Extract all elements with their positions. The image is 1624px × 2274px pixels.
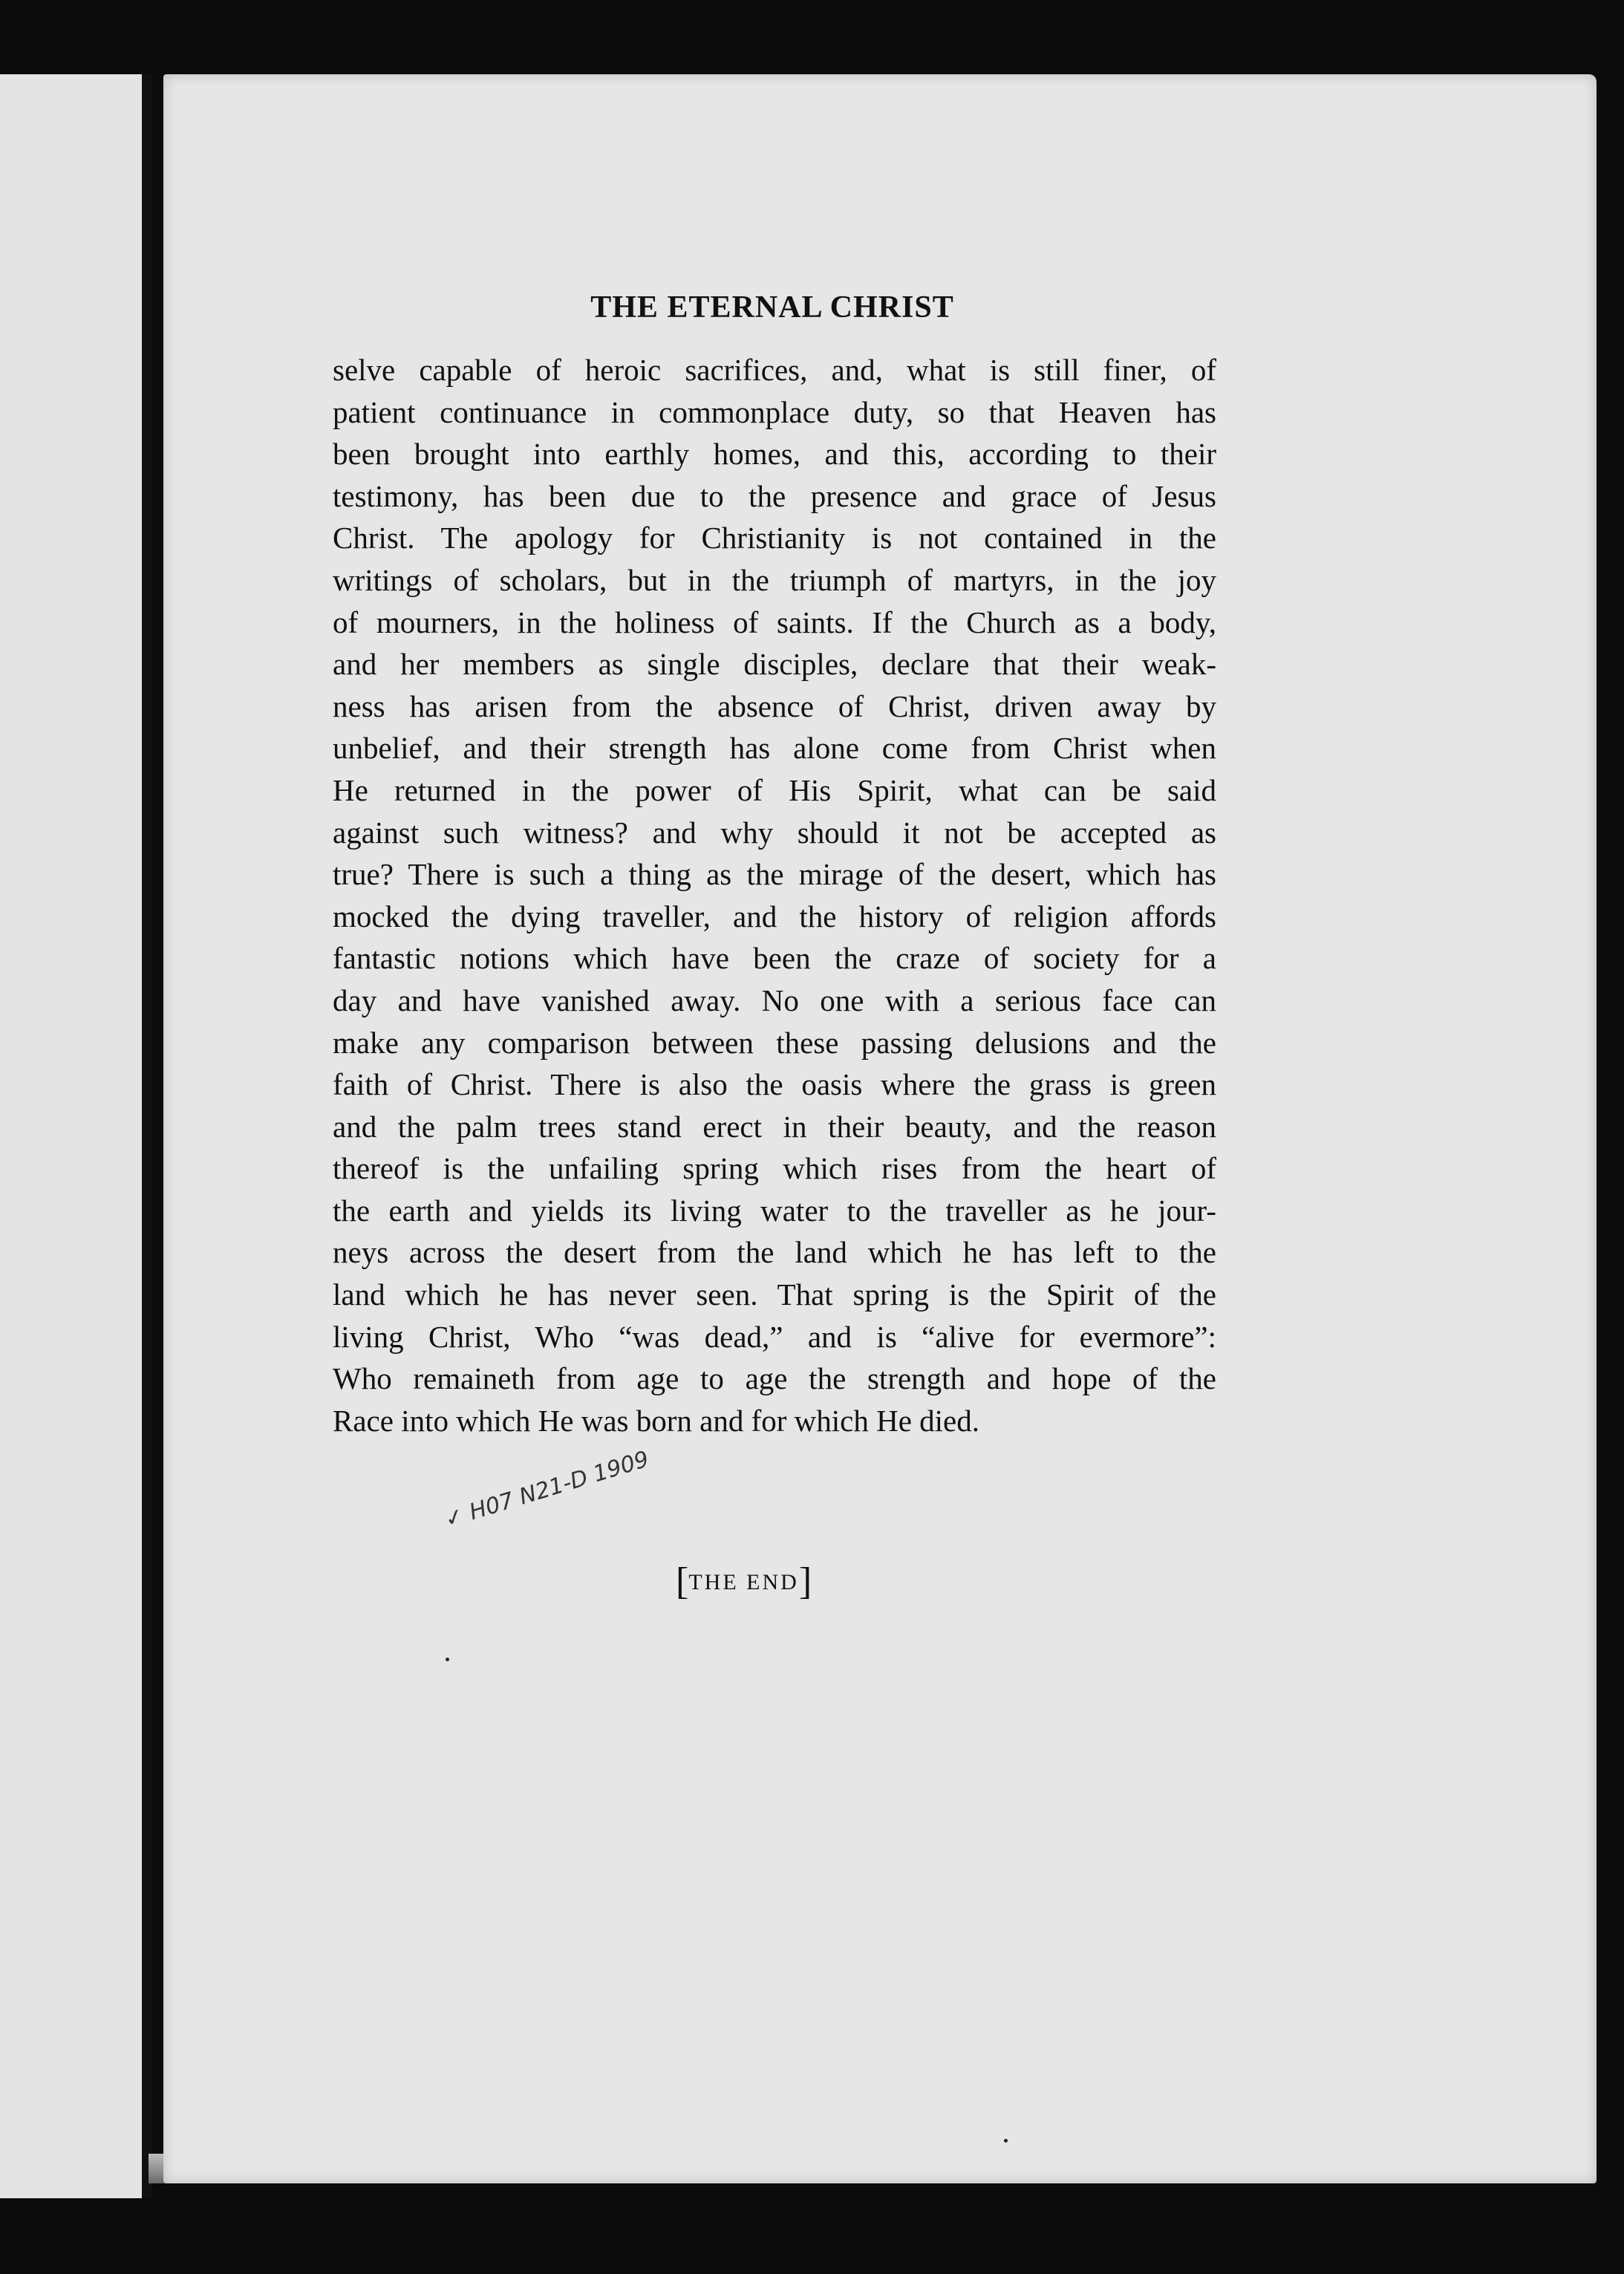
left-page-edge [0, 74, 152, 2198]
handwritten-note: ✓ H07 N21-D 1909 [441, 1446, 653, 1534]
text-line: Race into which He was born and for which He died. [333, 1403, 979, 1438]
text-line: selve capable of heroic sacrifices, and, what is still finer, of [333, 353, 1216, 387]
text-line: neys across the desert from the land which he has left to the [333, 1235, 1216, 1270]
text-line: writings of scholars, but in the triumph of martyrs, in the joy [333, 562, 1216, 597]
text-line: against such witness? and why should it not be accepted as [333, 815, 1216, 850]
text-line: day and have vanished away. No one with a serious face can [333, 983, 1216, 1017]
running-head: THE ETERNAL CHRIST [590, 290, 954, 325]
text-line: been brought into earthly homes, and this, according to their [333, 437, 1216, 472]
body-text [333, 349, 1216, 1441]
text-line: Christ. The apology for Christianity is not contained in the [333, 521, 1216, 556]
text-line: unbelief, and their strength has alone come from Christ when [333, 731, 1216, 766]
text-line: of mourners, in the holiness of saints. If the Church as a body, [333, 605, 1216, 639]
text-line: land which he has never seen. That spring is the Spirit of the [333, 1277, 1216, 1312]
text-line: living Christ, Who “was dead,” and is “alive for evermore”: [333, 1319, 1216, 1354]
text-line: thereof is the unfailing spring which rises from the heart of [333, 1151, 1216, 1186]
text-line: make any comparison between these passing delusions and the [333, 1025, 1216, 1060]
text-line: faith of Christ. There is also the oasis where the grass is green [333, 1067, 1216, 1102]
ink-speck [1004, 2139, 1008, 2143]
end-mark-open-bracket: [ [676, 1560, 689, 1603]
text-line: He returned in the power of His Spirit, what can be said [333, 772, 1216, 807]
text-line: the earth and yields its living water to the traveller as he jour- [333, 1193, 1216, 1228]
text-line: testimony, has been due to the presence and grace of Jesus [333, 478, 1216, 513]
text-line: and her members as single disciples, declare that their weak- [333, 647, 1216, 682]
text-line: fantastic notions which have been the craze of society for a [333, 941, 1216, 976]
text-line: Who remaineth from age to age the strength and hope of the [333, 1361, 1216, 1396]
end-mark-label: THE END [688, 1570, 799, 1594]
end-mark [676, 1560, 812, 1603]
text-line: true? There is such a thing as the mirage of the desert, which has [333, 857, 1216, 892]
text-line: ness has arisen from the absence of Christ, driven away by [333, 688, 1216, 723]
text-line: and the palm trees stand erect in their beauty, and the reason [333, 1109, 1216, 1144]
text-line: patient continuance in commonplace duty, so that Heaven has [333, 394, 1216, 429]
ink-speck [446, 1658, 449, 1661]
text-line: mocked the dying traveller, and the history of religion affords [333, 899, 1216, 934]
end-mark-close-bracket: ] [798, 1560, 812, 1603]
